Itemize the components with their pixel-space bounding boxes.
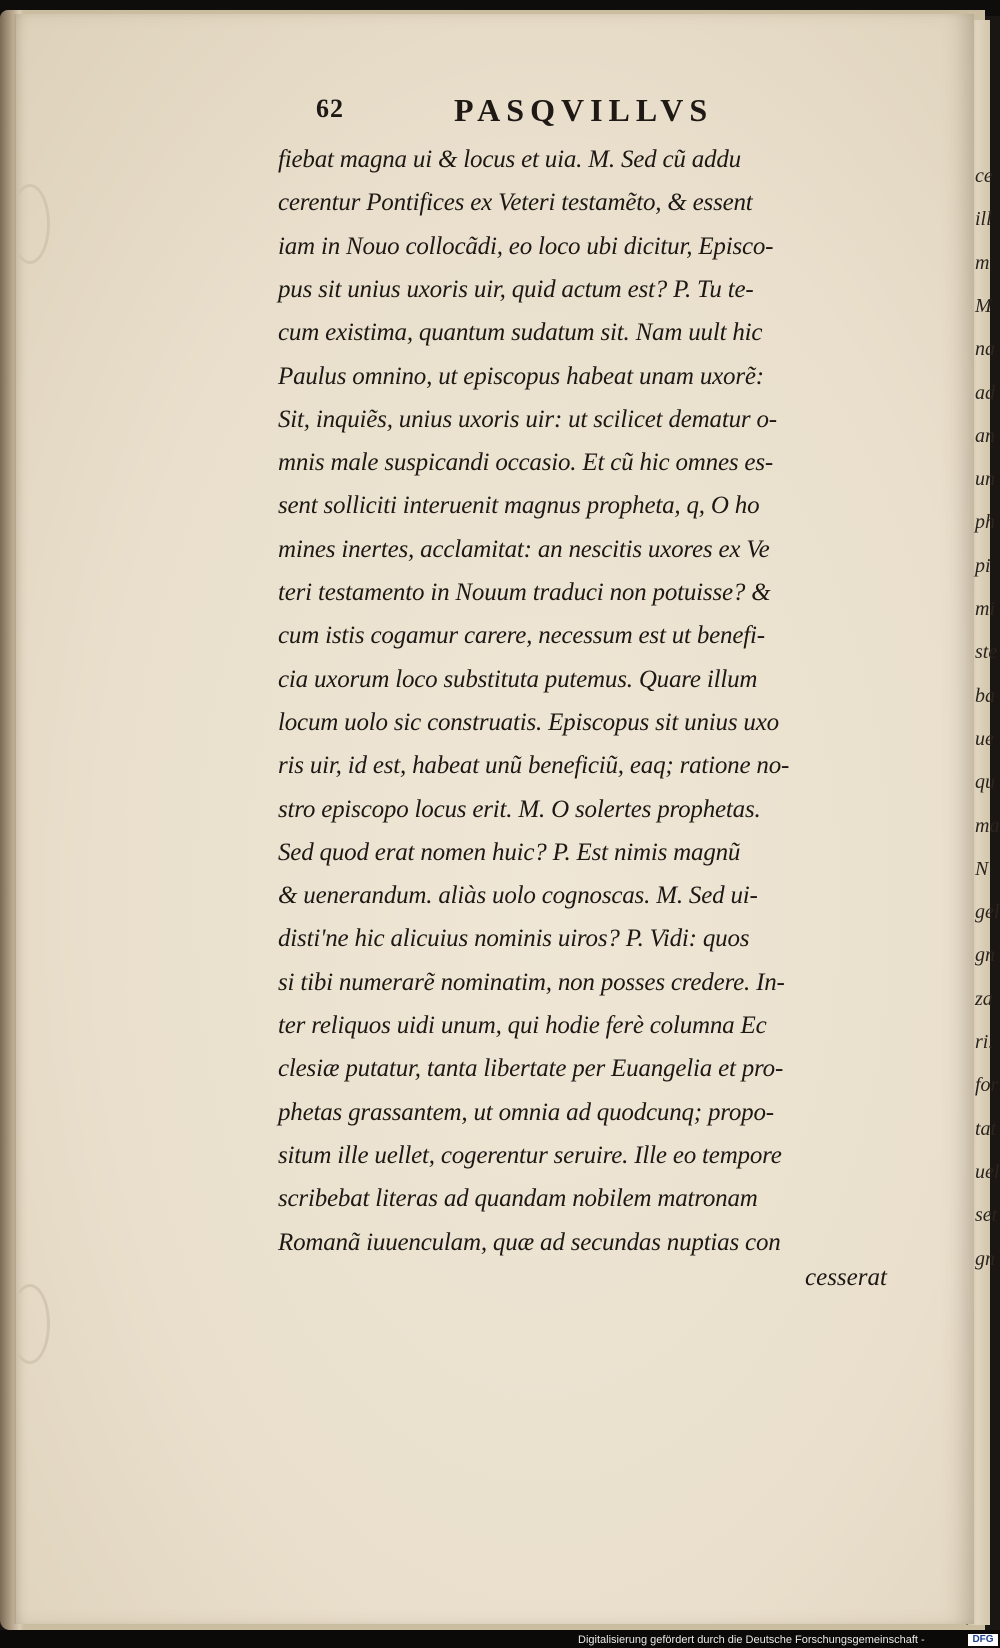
text-line: cum existima, quantum sudatum sit. Nam uult hic (278, 319, 763, 347)
facing-page-fragment: N (975, 857, 989, 880)
facing-page-fragment: gel (975, 901, 1000, 924)
digitization-credit (570, 1632, 998, 1648)
text-line: scribebat literas ad quandam nobilem matronam (278, 1185, 758, 1213)
facing-page-fragment: ph (975, 511, 995, 534)
running-head (316, 88, 796, 138)
facing-page-fragment: m (975, 251, 990, 274)
facing-page-fragment: ma (975, 814, 1000, 837)
text-line: ris uir, id est, habeat unũ beneficiũ, eaq; ratione no- (278, 752, 790, 780)
facing-page-fragment: M (975, 294, 992, 317)
text-line: & uenerandum. aliàs uolo cognoscas. M. Sed ui- (278, 882, 758, 910)
text-line: mnis male suspicandi occasio. Et cũ hic omnes es- (278, 449, 773, 477)
text-line: cia uxorum loco substituta putemus. Quare illum (278, 665, 758, 693)
text-line: pus sit unius uxoris uir, quid actum est? P. Tu te- (278, 275, 754, 303)
running-title: PASQVILLVS (454, 92, 714, 128)
facing-page-fragment: ri. (975, 1031, 994, 1053)
facing-page-fragment: tat (975, 1117, 997, 1140)
credit-text: Digitalisierung gefördert durch die Deutsche Forschungsgemeinschaft - (578, 1634, 925, 1646)
text-line: ter reliquos uidi unum, qui hodie ferè columna Ec (278, 1012, 767, 1039)
facing-page-fragment: gn (975, 1247, 995, 1270)
text-line: teri testamento in Nouum traduci non potuisse? & (278, 579, 771, 606)
text-line: sent solliciti interuenit magnus propheta, q, O ho (278, 492, 760, 520)
text-line: clesiæ putatur, tanta libertate per Euangelia et pro- (278, 1055, 784, 1083)
text-line: cum istis cogamur carere, necessum est ut benefi- (278, 622, 765, 650)
facing-page-fragment: mi (975, 598, 995, 620)
facing-page-fragment: un (975, 468, 995, 491)
text-line: phetas grassantem, ut omnia ad quodcunq; propo- (278, 1098, 774, 1126)
text-line: cerentur Pontifices ex Veteri testamẽto, & essent (278, 189, 753, 217)
facing-page-text-fragments (975, 165, 1000, 1305)
facing-page-fragment: for (975, 1074, 999, 1097)
catchword: cesserat (805, 1264, 887, 1291)
text-line: locum uolo sic construatis. Episcopus sit unius uxo (278, 708, 779, 736)
facing-page-fragment: pi (975, 554, 991, 577)
facing-page-fragment: ill (975, 208, 992, 231)
facing-page-fragment: ad (975, 381, 995, 404)
facing-page-fragment: ba (975, 684, 995, 707)
text-line: disti'ne hic alicuius nominis uiros? P. Vidi: quos (278, 925, 750, 953)
facing-page-fragment: za (975, 987, 993, 1010)
text-line: si tibi numerarẽ nominatim, non posses credere. In- (278, 968, 785, 996)
text-line: mines inertes, acclamitat: an nescitis uxores ex Ve (278, 535, 770, 563)
text-line: situm ille uellet, cogerentur seruire. Ille eo tempore (278, 1141, 782, 1169)
facing-page-fragment: qu (975, 771, 995, 794)
text-line: fiebat magna ui & locus et uia. M. Sed cũ addu (278, 146, 741, 173)
dfg-logo: DFG (968, 1634, 998, 1646)
text-line: Romanã iuuenculam, quæ ad secundas nuptias con (278, 1228, 781, 1256)
text-line: stro episcopo locus erit. M. O solertes prophetas. (278, 795, 761, 823)
facing-page-fragment: ue (975, 727, 994, 750)
text-line: iam in Nouo collocãdi, eo loco ubi dicitur, Episco- (278, 232, 774, 260)
text-line: Sed quod erat nomen huic? P. Est nimis magnũ (278, 838, 741, 866)
text-line: Sit, inquiẽs, unius uxoris uir: ut scilicet dematur o- (278, 405, 777, 433)
facing-page-fragment: na (975, 338, 995, 361)
text-line: Paulus omnino, ut episcopus habeat unam uxorẽ: (278, 362, 764, 390)
facing-page-fragment: ste (975, 641, 998, 664)
page-text-block (278, 140, 928, 1340)
binding-ring-top (10, 184, 50, 264)
facing-page-fragment: gn (975, 944, 995, 967)
facing-page-fragment: set (975, 1204, 998, 1227)
facing-page-fragment: ce (975, 165, 993, 187)
binding-ring-bottom (10, 1284, 50, 1364)
page-number: 62 (316, 94, 344, 123)
facing-page-fragment: an (975, 424, 995, 447)
facing-page-fragment: uel (975, 1160, 1000, 1183)
